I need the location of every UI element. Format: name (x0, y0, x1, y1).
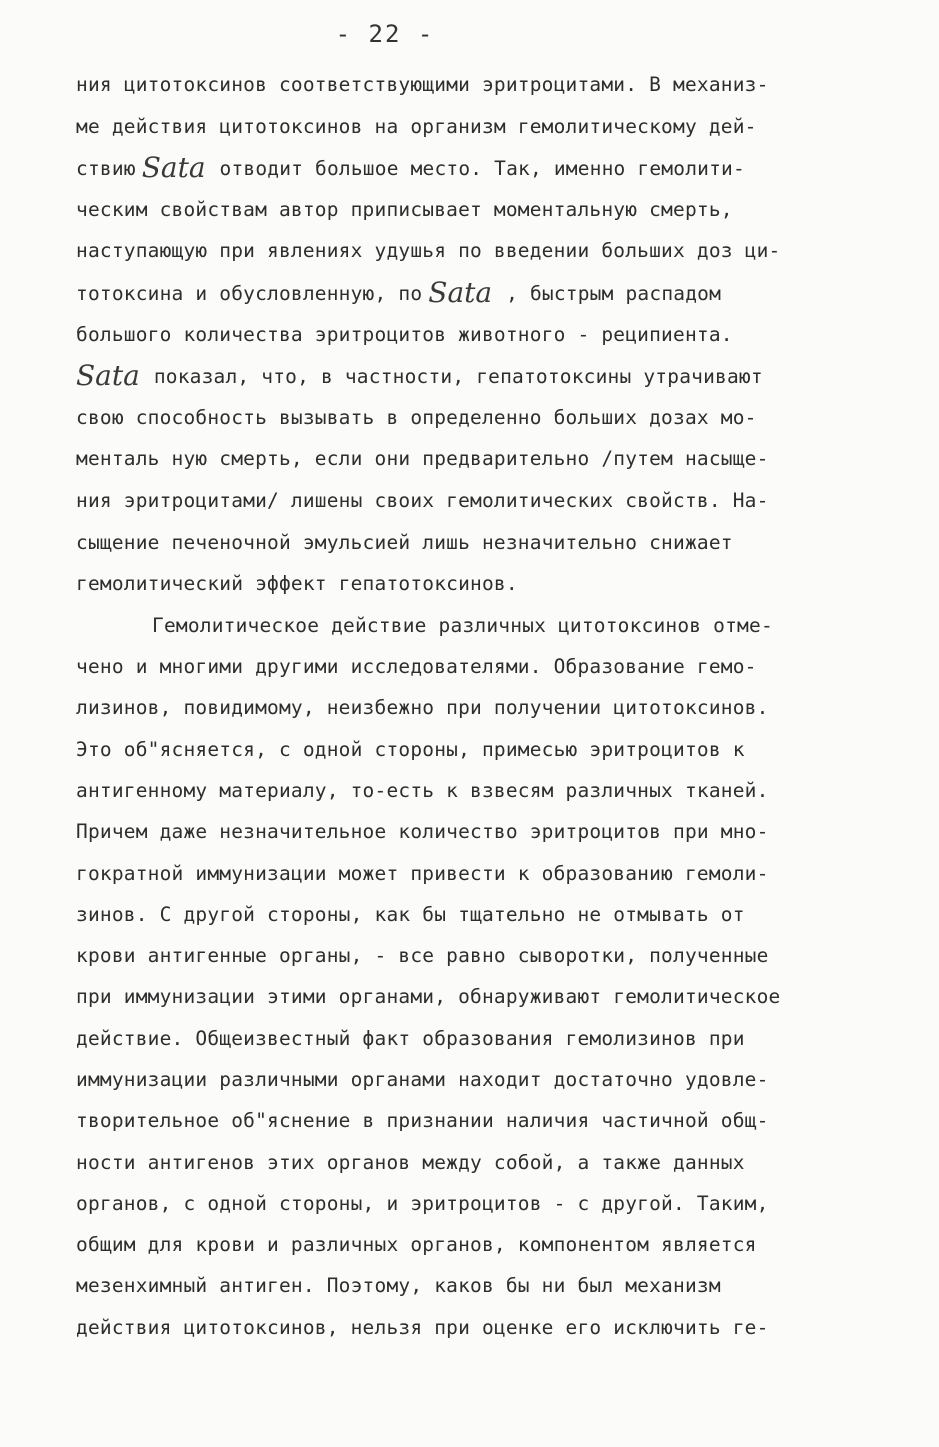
text-line: чено и многими другими исследователями. Образование гемо- (76, 655, 757, 679)
text-line: зинов. С другой стороны, как бы тщательно не отмывать от (76, 902, 745, 926)
paragraph-2 (76, 605, 876, 1348)
text-line: ния цитотоксинов соответствующими эритроцитами. В механиз- (76, 73, 769, 96)
text-line: действие. Общеизвестный факт образования гемолизинов при (76, 1026, 745, 1050)
text-line: при иммунизации этими органами, обнаруживают гемолитическое (76, 985, 781, 1009)
text-line: ния эритроцитами/ лишены своих гемолитических свойств. На- (76, 488, 769, 512)
handwritten-name: Sata (428, 275, 493, 309)
paragraph-1 (76, 64, 876, 605)
text-line: антигенному материалу, то-есть к взвесям различных тканей. (76, 778, 769, 802)
text-line: творительное об"яснение в признании наличия частичной общ- (76, 1109, 769, 1133)
handwritten-name: Sata (76, 359, 140, 393)
text-line: менталь ную смерть, если они предварительно /путем насыще- (76, 447, 769, 471)
text-line: Причем даже незначительное количество эритроцитов при мно- (76, 820, 769, 844)
text-line: большого количества эритроцитов животного - реципиента. (76, 322, 733, 346)
text-line: мезенхимный антиген. Поэтому, каков бы ни был механизм (76, 1274, 721, 1298)
text-line: сыщение печеночной эмульсией лишь незначительно снижает (76, 530, 733, 554)
text-line: Sata показал, что, в частности, гепатотоксины утрачивают (76, 355, 876, 397)
text-line: Это об"ясняется, с одной стороны, примесью эритроцитов к (76, 737, 745, 761)
handwritten-name: Sata (141, 151, 206, 185)
text-line: иммунизации различными органами находит достаточно удовле- (76, 1067, 769, 1091)
text-line: ности антигенов этих органов между собой, а также данных (76, 1150, 745, 1174)
text-line: общим для крови и различных органов, компонентом является (76, 1233, 757, 1257)
text-line: гократной иммунизации может привести к образованию гемоли- (76, 861, 769, 885)
page-number: - 22 - (335, 20, 435, 48)
text-line: органов, с одной стороны, и эритроцитов - с другой. Таким, (76, 1191, 769, 1215)
text-line: действия цитотоксинов, нельзя при оценке его исключить ге- (76, 1315, 769, 1339)
text-line: ческим свойствам автор приписывает моментальную смерть, (76, 197, 733, 221)
text-line: ствию Sata отводит большое место. Так, именно гемолити- (76, 147, 876, 189)
text-line: гемолитический эффект гепатотоксинов. (76, 572, 518, 596)
text-line: свою способность вызывать в определенно больших дозах мо- (76, 405, 757, 429)
text-line: Гемолитическое действие различных цитотоксинов отме- (152, 613, 773, 637)
text-line: наступающую при явлениях удушья по введении больших доз ци- (76, 239, 781, 263)
text-line: лизинов, повидимому, неизбежно при получении цитотоксинов. (76, 696, 769, 720)
text-line: ме действия цитотоксинов на организм гемолитическому дей- (76, 114, 757, 138)
text-line: тотоксина и обусловленную, по Sata , быстрым распадом (76, 272, 876, 314)
text-body (76, 64, 876, 1348)
text-line: крови антигенные органы, - все равно сыворотки, полученные (76, 944, 769, 968)
